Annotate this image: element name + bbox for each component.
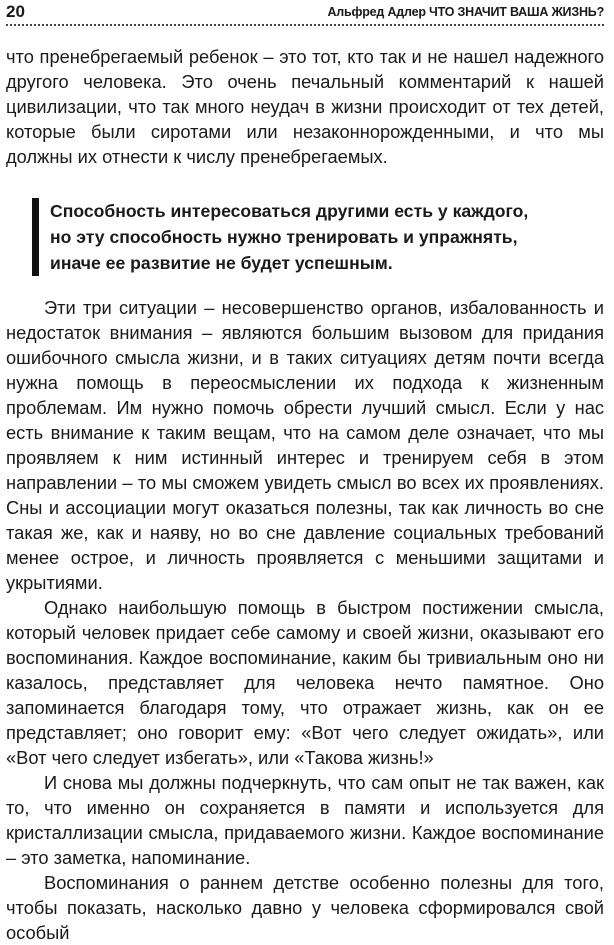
paragraph: Эти три ситуации – несовершенство органов, избалованность и недостаток внимания – являются большим вызовом для придания ошибочного смысла жизни, и в таких ситуациях детям почти всегда нужна помощь в переосмыслении их подхода к жизненным проблемам. Им нужно помочь обрести лучший смысл. Если у нас есть внимание к таким вещам, что на самом деле означает, что мы проявляем к ним истинный интерес и тренируем себя в этом направлении – то мы сможем увидеть смысл во всех их проявлениях. Сны и ассоциации могут оказаться полезны, так как личность во сне такая же, как и наяву, но во сне давление социальных требований менее острое, и личность проявляется с меньшими защитами и укрытиями. (6, 297, 604, 593)
main-text (6, 295, 604, 945)
pull-quote-line: иначе ее развитие не будет успешным. (50, 253, 393, 273)
page-header (6, 2, 604, 22)
paragraph: Однако наибольшую помощь в быстром постижении смысла, который человек придает себе самому и своей жизни, оказывают его воспоминания. Каждое воспоминание, каким бы тривиальным оно ни казалось, представляет для человека нечто памятное. Оно запоминается благодаря тому, что отражает жизнь, как он ее представляет; оно говорит ему: «Вот чего следует ожидать», или «Вот чего следует избегать», или «Такова жизнь!» (6, 597, 604, 768)
continuation-paragraph: что пренебрегаемый ребенок – это тот, кто так и не нашел надежного другого человека. Это очень печальный комментарий к нашей цивилизации, что так много неудач в жизни происходит от тех детей, которые были сиротами или незаконнорожденными, и что мы должны их отнести к числу пренебрегаемых. (6, 46, 604, 167)
pull-quote-line: Способность интересоваться другими есть у каждого, (50, 201, 529, 221)
header-divider (6, 24, 604, 26)
paragraph: И снова мы должны подчеркнуть, что сам опыт не так важен, как то, что именно он сохраняется в памяти и используется для кристаллизации смысла, придаваемого жизни. Каждое воспоминание – это заметка, напоминание. (6, 772, 604, 868)
pull-quote-line: но эту способность нужно тренировать и упражнять, (50, 227, 518, 247)
running-head: Альфред Адлер ЧТО ЗНАЧИТ ВАША ЖИЗНЬ? (327, 5, 604, 19)
pull-quote (32, 198, 570, 276)
page-number: 20 (6, 2, 25, 21)
paragraph: Воспоминания о раннем детстве особенно полезны для того, чтобы показать, насколько давно у человека сформировался свой особый (6, 872, 604, 943)
continuation-block (6, 44, 604, 169)
